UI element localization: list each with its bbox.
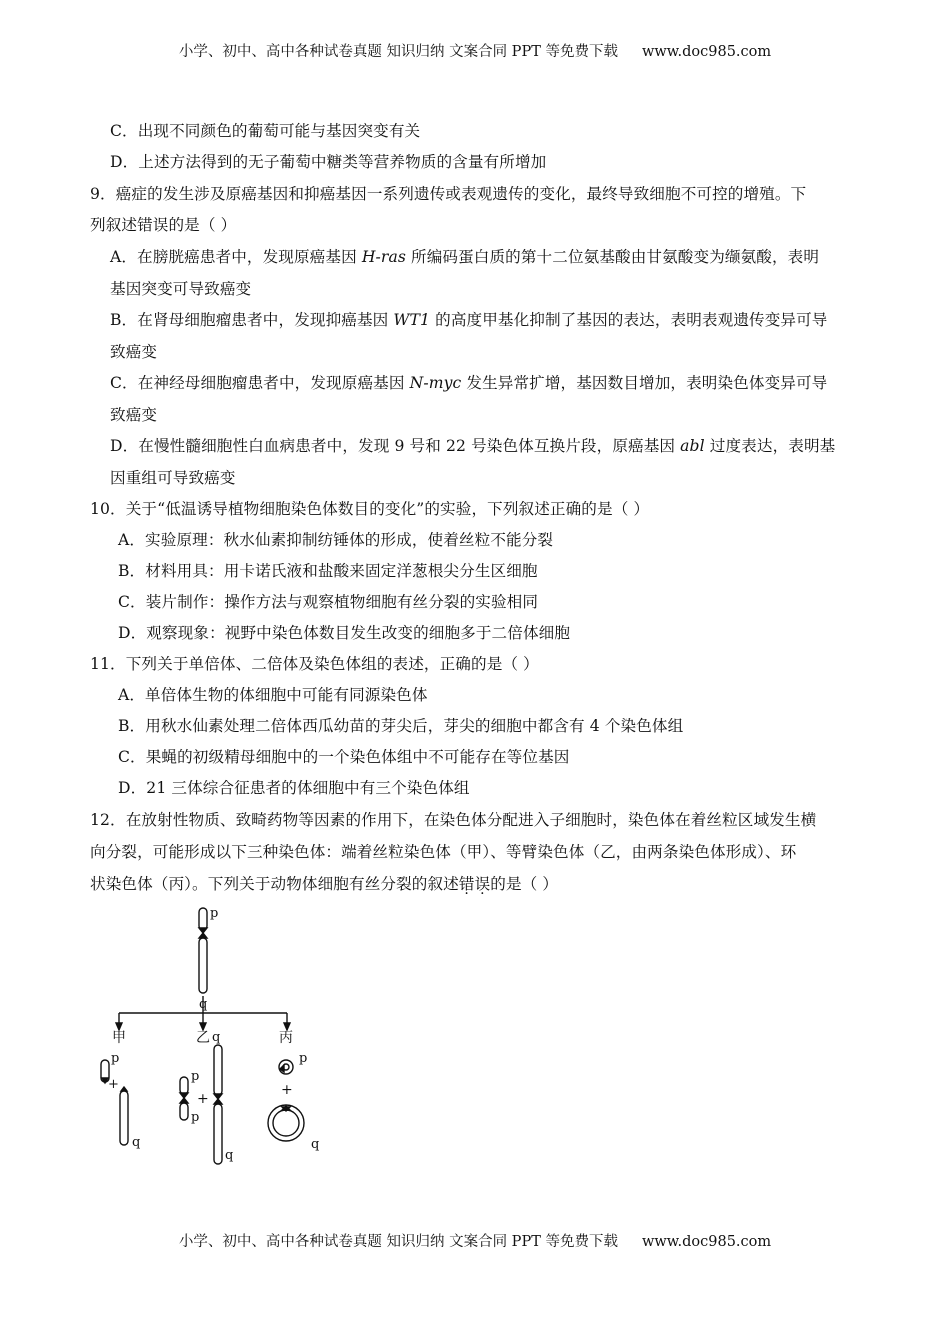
footer-text: 小学、初中、高中各种试卷真题 知识归纳 文案合同 PPT 等免费下载 — [178, 1234, 618, 1250]
label-yi-q: q — [212, 1030, 221, 1045]
q10-option-b: B．材料用具：用卡诺氏液和盐酸来固定洋葱根尖分生区细胞 — [118, 562, 538, 580]
branch-arrows — [116, 996, 290, 1030]
q12-stem-line1: 12．在放射性物质、致畸药物等因素的作用下，在染色体分配进入子细胞时，染色体在着丝粒区域发生横 — [90, 811, 817, 829]
q11-option-d: D．21 三体综合征患者的体细胞中有三个染色体组 — [118, 779, 470, 797]
q9-option-c-line1 — [110, 371, 827, 393]
q9-stem-line2: 列叙述错误的是（ ） — [90, 216, 237, 234]
bing-rings — [268, 1060, 304, 1141]
q9-b-gene: WT1 — [393, 311, 431, 329]
bing-p-label: p — [299, 1051, 308, 1066]
page-footer — [0, 1230, 950, 1251]
q11-option-c: C．果蝇的初级精母细胞中的一个染色体组中不可能存在等位基因 — [118, 748, 570, 766]
q9-a-pre: A．在膀胱癌患者中，发现原癌基因 — [110, 248, 362, 266]
header-url[interactable]: www.doc985.com — [641, 44, 772, 60]
q9-option-a-line2: 基因突变可导致癌变 — [110, 280, 252, 298]
q9-stem-line1: 9．癌症的发生涉及原癌基因和抑癌基因一系列遗传或表观遗传的变化，最终导致细胞不可控的增殖。下 — [90, 185, 807, 203]
jia-plus: + — [108, 1077, 119, 1092]
orig-q-label: q — [199, 997, 208, 1012]
q10-option-c: C．装片制作：操作方法与观察植物细胞有丝分裂的实验相同 — [118, 593, 539, 611]
q8-option-d: D．上述方法得到的无子葡萄中糖类等营养物质的含量有所增加 — [110, 153, 547, 171]
q8-option-c: C．出现不同颜色的葡萄可能与基因突变有关 — [110, 122, 421, 140]
footer-url[interactable]: www.doc985.com — [641, 1234, 772, 1250]
q9-option-a-line1 — [110, 245, 819, 267]
jia-chromosomes — [101, 1060, 128, 1145]
original-chromosome — [199, 908, 207, 993]
q9-b-pre: B．在肾母细胞瘤患者中，发现抑癌基因 — [110, 311, 394, 329]
q9-option-d-line2: 因重组可导致癌变 — [110, 469, 236, 487]
q9-c-pre: C．在神经母细胞瘤患者中，发现原癌基因 — [110, 374, 410, 392]
q9-option-d-line1 — [110, 434, 835, 456]
q9-option-b-line2: 致癌变 — [110, 343, 158, 361]
chromosome-figure — [90, 900, 350, 1170]
q11-option-a: A．单倍体生物的体细胞中可能有同源染色体 — [118, 686, 428, 704]
bing-plus: + — [281, 1082, 293, 1098]
q9-c-gene: N-myc — [409, 374, 462, 392]
q12-l3-post: 的是（ ） — [490, 875, 559, 893]
q9-d-pre: D．在慢性髓细胞性白血病患者中，发现 9 号和 22 号染色体互换片段，原癌基因 — [110, 437, 681, 455]
q9-d-gene: abl — [680, 437, 705, 455]
q12-stem-line3 — [90, 872, 558, 894]
yi-p-top: p — [191, 1069, 200, 1084]
q9-option-b-line1 — [110, 308, 827, 330]
yi-q-bottom: q — [225, 1148, 234, 1163]
q12-emphasis-2: 误 — [474, 875, 491, 893]
q10-stem: 10．关于“低温诱导植物细胞染色体数目的变化”的实验，下列叙述正确的是（ ） — [90, 500, 650, 518]
q9-d-post: 过度表达，表明基 — [704, 437, 836, 455]
q11-stem: 11．下列关于单倍体、二倍体及染色体组的表述，正确的是（ ） — [90, 655, 539, 673]
yi-p-bottom: p — [191, 1110, 200, 1125]
q12-emphasis-1: 错 — [458, 875, 475, 893]
q9-c-post: 发生异常扩增，基因数目增加，表明染色体变异可导 — [461, 374, 828, 392]
jia-q-label: q — [132, 1135, 141, 1150]
yi-plus: + — [197, 1091, 209, 1107]
q9-a-gene: H-ras — [361, 248, 406, 266]
q10-option-a: A．实验原理：秋水仙素抑制纺锤体的形成，使着丝粒不能分裂 — [118, 531, 554, 549]
q10-option-d: D．观察现象：视野中染色体数目发生改变的细胞多于二倍体细胞 — [118, 624, 571, 642]
q12-stem-line2: 向分裂，可能形成以下三种染色体：端着丝粒染色体（甲）、等臂染色体（乙，由两条染色体形成）、环 — [90, 843, 797, 861]
bing-q-label: q — [311, 1137, 320, 1152]
q9-a-post: 所编码蛋白质的第十二位氨基酸由甘氨酸变为缬氨酸，表明 — [405, 248, 820, 266]
q9-b-post: 的高度甲基化抑制了基因的表达，表明表观遗传变异可导 — [430, 311, 828, 329]
jia-p-label: p — [111, 1051, 120, 1066]
label-yi: 乙 — [196, 1030, 210, 1046]
q11-option-b: B．用秋水仙素处理二倍体西瓜幼苗的芽尖后，芽尖的细胞中都含有 4 个染色体组 — [118, 717, 684, 735]
header-text: 小学、初中、高中各种试卷真题 知识归纳 文案合同 PPT 等免费下载 — [178, 44, 618, 60]
orig-p-label: p — [210, 906, 219, 921]
label-jia: 甲 — [112, 1030, 126, 1046]
label-bing: 丙 — [279, 1030, 293, 1046]
q9-option-c-line2: 致癌变 — [110, 406, 158, 424]
page-header — [0, 40, 950, 61]
q12-l3-pre: 状染色体（丙）。下列关于动物体细胞有丝分裂的叙述 — [90, 875, 459, 893]
